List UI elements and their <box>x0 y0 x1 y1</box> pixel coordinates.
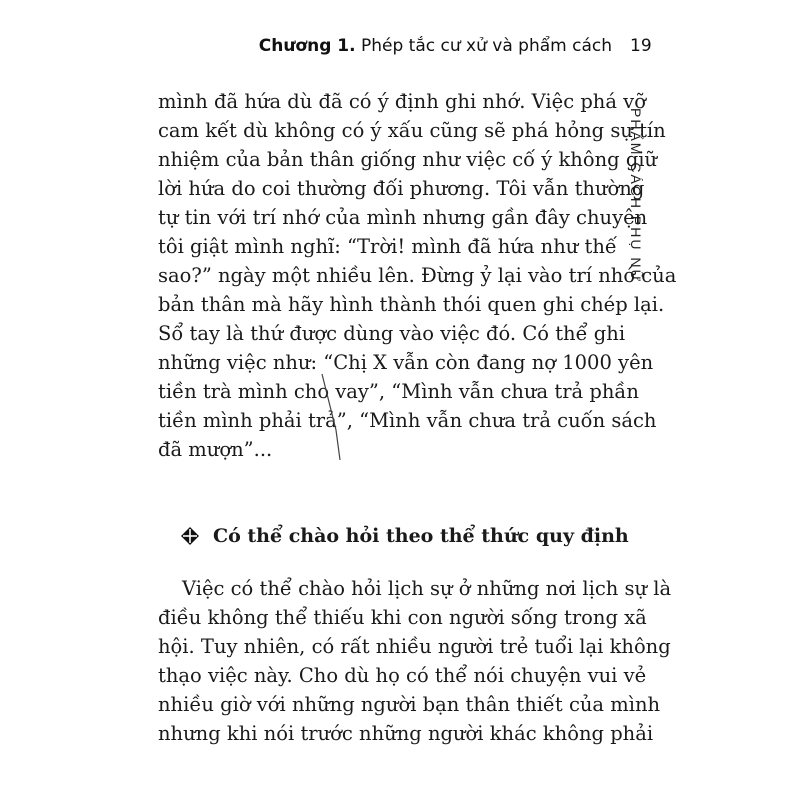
text-line: hội. Tuy nhiên, có rất nhiều người trẻ tuổi lại không <box>158 635 671 658</box>
text-line: cam kết dù không có ý xấu cũng sẽ phá hỏng sự tín <box>158 119 666 142</box>
text-line: tự tin với trí nhớ của mình nhưng gần đây chuyện <box>158 206 648 229</box>
text-line: tiền trà mình cho vay”, “Mình vẫn chưa trả phần <box>158 380 639 403</box>
text-line: những việc như: “Chị X vẫn còn đang nợ 1000 yên <box>158 351 654 374</box>
text-line: nhưng khi nói trước những người khác không phải <box>158 722 654 745</box>
text-line: Việc có thể chào hỏi lịch sự ở những nơi lịch sự là <box>182 577 672 600</box>
text-line: lời hứa do coi thường đối phương. Tôi vẫn thường <box>158 177 645 200</box>
chapter-label: Chương 1. <box>258 36 356 56</box>
text-line: mình đã hứa dù đã có ý định ghi nhớ. Việc phá vỡ <box>158 90 646 113</box>
text-line: bản thân mà hãy hình thành thói quen ghi chép lại. <box>158 293 665 316</box>
text-line: nhiều giờ với những người bạn thân thiết của mình <box>158 693 661 716</box>
text-line: đã mượn”... <box>158 438 273 461</box>
text-line: nhiệm của bản thân giống như việc cố ý không giữ <box>158 148 658 171</box>
body-paragraph-2 <box>158 574 672 748</box>
text-line: Sổ tay là thứ được dùng vào việc đó. Có thể ghi <box>158 322 626 345</box>
running-head <box>258 36 652 56</box>
page-number: 19 <box>630 36 652 56</box>
book-side-title: PHẨM CÁCH PHỤ NỮ <box>628 108 644 284</box>
pen-mark-stroke <box>318 372 350 462</box>
text-line: điều không thể thiếu khi con người sống trong xã <box>158 606 647 629</box>
text-line: tôi giật mình nghĩ: “Trời! mình đã hứa như thế <box>158 235 617 258</box>
text-line: thạo việc này. Cho dù họ có thể nói chuyện vui vẻ <box>158 664 647 687</box>
text-line: tiền mình phải trả”, “Mình vẫn chưa trả cuốn sách <box>158 409 657 432</box>
text-line: sao?” ngày một nhiều lên. Đừng ỷ lại vào trí nhớ của <box>158 264 677 287</box>
section-heading <box>181 525 629 547</box>
section-heading-text: Có thể chào hỏi theo thể thức quy định <box>213 525 629 547</box>
diamond-ornament-icon <box>181 527 199 545</box>
chapter-title: Phép tắc cư xử và phẩm cách <box>361 36 612 56</box>
